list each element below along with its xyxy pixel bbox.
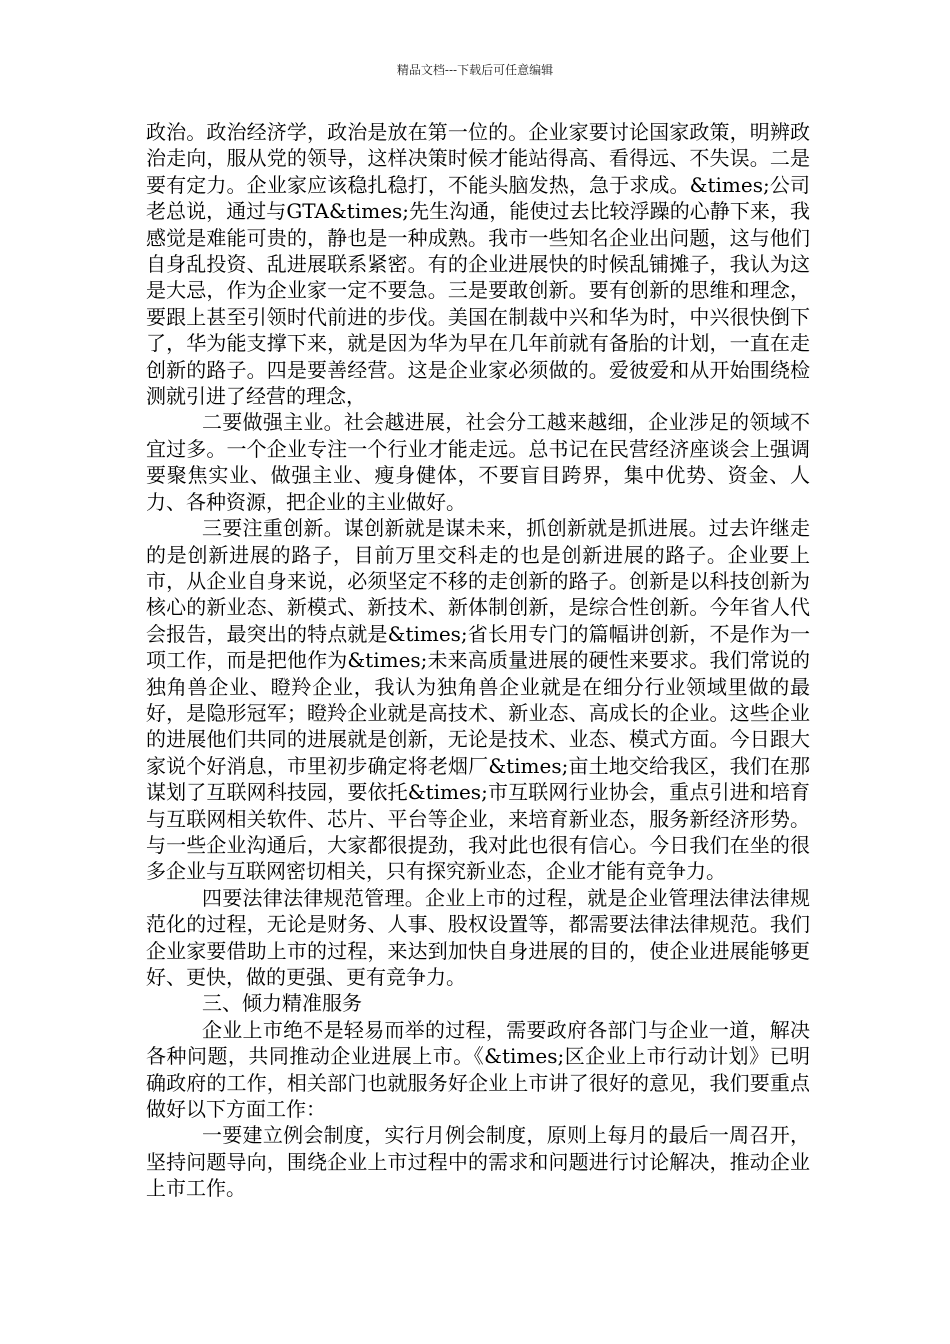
paragraph-5: 企业上市绝不是轻易而举的过程，需要政府各部门与企业一道，解决各种问题，共同推动企业进展上市。《&times;区企业上市行动计划》已明确政府的工作，相关部门也就服务好企业上市讲了很好的意见，我们要重点做好以下方面工作： [146, 1017, 810, 1122]
page-header: 精品文档---下载后可任意编辑 [396, 63, 554, 77]
paragraph-1: 政治。政治经济学，政治是放在第一位的。企业家要讨论国家政策，明辨政治走向，服从党的领导，这样决策时候才能站得高、看得远、不失误。二是要有定力。企业家应该稳扎稳打，不能头脑发热，急于求成。&times;公司老总说，通过与GTA&times;先生沟通，能使过去比较浮躁的心静下来，我感觉是难能可贵的，静也是一种成熟。我市一些知名企业出问题，这与他们自身乱投资、乱进展联系紧密。有的企业进展快的时候乱铺摊子，我认为这是大忌，作为企业家一定不要急。三是要敢创新。要有创新的思维和理念，要跟上甚至引领时代前进的步伐。美国在制裁中兴和华为时，中兴很快倒下了，华为能支撑下来，就是因为华为早在几年前就有备胎的计划，一直在走创新的路子。四是要善经营。这是企业家必须做的。爱彼爱和从开始围绕检测就引进了经营的理念， [146, 120, 810, 409]
paragraph-3: 三要注重创新。谋创新就是谋未来，抓创新就是抓进展。过去许继走的是创新进展的路子，目前万里交科走的也是创新进展的路子。企业要上市，从企业自身来说，必须坚定不移的走创新的路子。创新是以科技创新为核心的新业态、新模式、新技术、新体制创新，是综合性创新。今年省人代会报告，最突出的特点就是&times;省长用专门的篇幅讲创新，不是作为一项工作，而是把他作为&times;未来高质量进展的硬性来要求。我们常说的独角兽企业、瞪羚企业，我认为独角兽企业就是在细分行业领域里做的最好，是隐形冠军；瞪羚企业就是高技术、新业态、高成长的企业。这些企业的进展他们共同的进展就是创新，无论是技术、业态、模式方面。今日跟大家说个好消息，市里初步确定将老烟厂&times;亩土地交给我区，我们在那谋划了互联网科技园，要依托&times;市互联网行业协会，重点引进和培育与互联网相关软件、芯片、平台等企业，来培育新业态，服务新经济形势。与一些企业沟通后，大家都很提劲，我对此也很有信心。今日我们在坐的很多企业与互联网密切相关，只有探究新业态，企业才能有竞争力。 [146, 516, 810, 884]
paragraph-2: 二要做强主业。社会越进展，社会分工越来越细，企业涉足的领域不宜过多。一个企业专注一个行业才能走远。总书记在民营经济座谈会上强调要聚焦实业、做强主业、瘦身健体，不要盲目跨界，集中优势、资金、人力、各种资源，把企业的主业做好。 [146, 410, 810, 514]
document-body [146, 119, 810, 1202]
paragraph-6: 一要建立例会制度，实行月例会制度，原则上每月的最后一周召开，坚持问题导向，围绕企业上市过程中的需求和问题进行讨论解决，推动企业上市工作。 [146, 1123, 810, 1201]
paragraph-4: 四要法律法律规范管理。企业上市的过程，就是企业管理法律法律规范化的过程，无论是财务、人事、股权设置等，都需要法律法律规范。我们企业家要借助上市的过程，来达到加快自身进展的目的，使企业进展能够更好、更快，做的更强、更有竞争力。 [146, 885, 810, 989]
section-heading: 三、倾力精准服务 [202, 991, 362, 1016]
